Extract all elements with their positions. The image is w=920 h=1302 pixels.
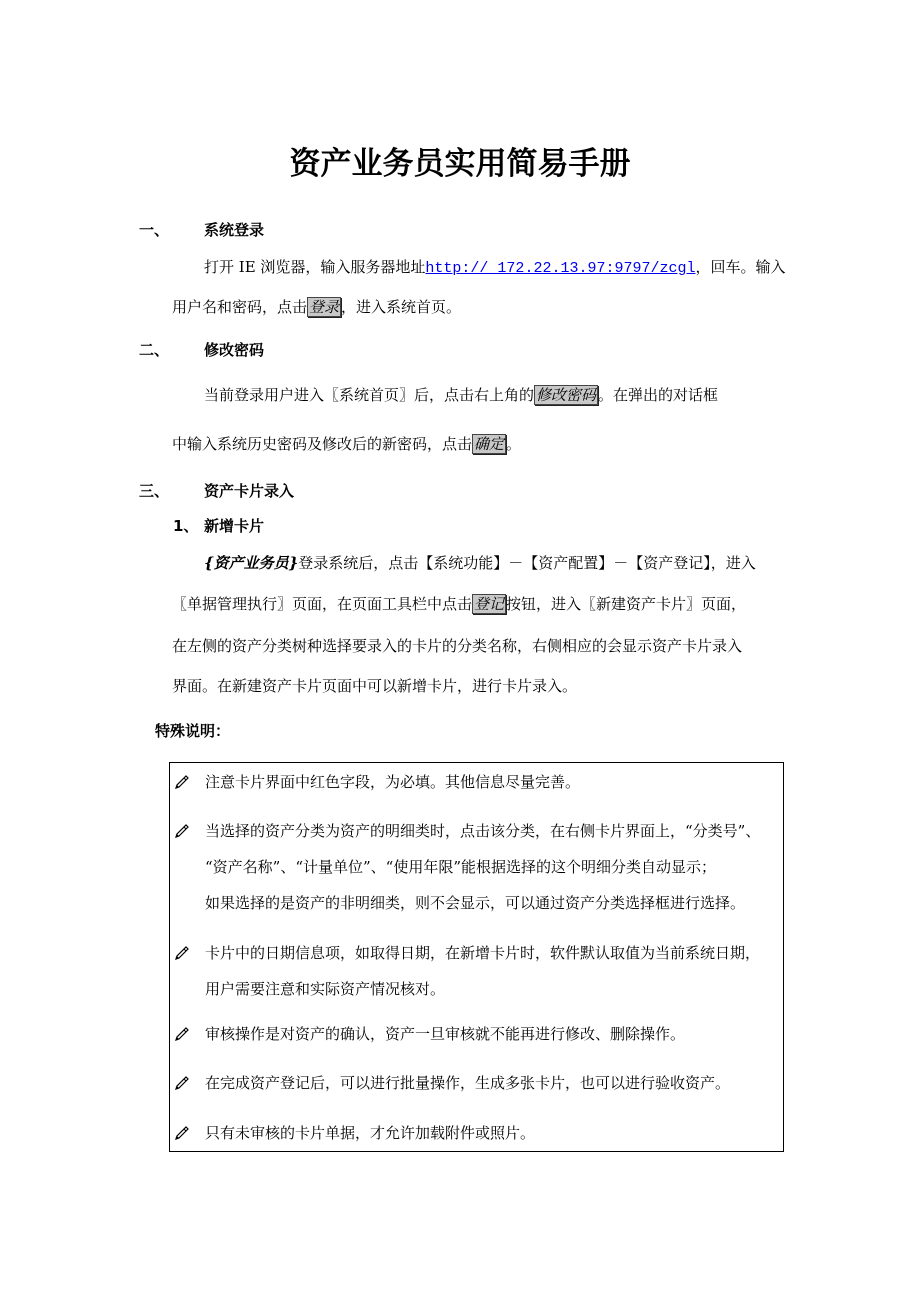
- text: 用户名和密码，点击: [172, 298, 308, 316]
- pencil-icon: [174, 823, 190, 839]
- pencil-icon: [174, 945, 190, 961]
- note-text: 审核操作是对资产的确认，资产一旦审核就不能再进行修改、删除操作。: [205, 1025, 686, 1043]
- note-text: “资产名称”、“计量单位”、“使用年限”能根据选择的这个明细分类自动显示；: [205, 858, 717, 876]
- text: 打开 IE 浏览器，输入服务器地址: [204, 258, 426, 276]
- text: 按钮，进入〖新建资产卡片〗页面，: [506, 595, 747, 613]
- paragraph-line: [204, 385, 718, 405]
- notes-box: [169, 762, 784, 1152]
- text: ，回车。输入: [695, 258, 786, 276]
- section-heading: 资产卡片录入: [204, 482, 295, 500]
- note-text: 在完成资产登记后，可以进行批量操作，生成多张卡片，也可以进行验收资产。: [205, 1074, 731, 1092]
- note-text: 只有未审核的卡片单据，才允许加载附件或照片。: [205, 1124, 536, 1142]
- pencil-icon: [174, 1125, 190, 1141]
- server-url-link[interactable]: http:// 172.22.13.97:9797/zcgl: [425, 260, 696, 277]
- section-heading: 系统登录: [204, 221, 265, 239]
- note-text: 卡片中的日期信息项，如取得日期，在新增卡片时，软件默认取值为当前系统日期，: [205, 944, 761, 962]
- subsection-heading: 新增卡片: [204, 517, 265, 535]
- note-text: 如果选择的是资产的非明细类，则不会显示，可以通过资产分类选择框进行选择。: [205, 894, 746, 912]
- login-button-image: 登录: [309, 298, 340, 316]
- text: 当前登录用户进入〖系统首页〗后，点击右上角的: [204, 386, 535, 404]
- paragraph-line: [204, 257, 785, 279]
- paragraph-line: [204, 553, 756, 573]
- paragraph-line: [172, 297, 461, 317]
- section-number: 二、: [139, 341, 170, 359]
- note-text: 注意卡片界面中红色字段，为必填。其他信息尽量完善。: [205, 773, 581, 791]
- page-title: 资产业务员实用简易手册: [289, 146, 631, 182]
- register-button-image: 登记: [474, 595, 505, 613]
- text: ，进入系统首页。: [341, 298, 462, 316]
- pencil-icon: [174, 1075, 190, 1091]
- text: 。: [506, 435, 522, 453]
- notes-title: 特殊说明：: [155, 722, 231, 740]
- pencil-icon: [174, 774, 190, 790]
- note-text: 用户需要注意和实际资产情况核对。: [205, 980, 446, 998]
- paragraph-line: 界面。在新建资产卡片页面中可以新增卡片，进行卡片录入。: [172, 677, 578, 695]
- confirm-button-image: 确定: [474, 435, 505, 453]
- text: 登录系统后，点击【系统功能】－【资产配置】－【资产登记】，进入: [298, 554, 756, 572]
- section-heading: 修改密码: [204, 341, 265, 359]
- paragraph-line: [172, 594, 746, 614]
- section-number: 一、: [139, 221, 170, 239]
- role-name: {资产业务员}: [204, 554, 299, 572]
- paragraph-line: [172, 434, 521, 454]
- subsection-number: 1、: [173, 517, 199, 535]
- note-text: 当选择的资产分类为资产的明细类时，点击该分类，在右侧卡片界面上，“分类号”、: [205, 822, 761, 840]
- paragraph-line: 在左侧的资产分类树种选择要录入的卡片的分类名称，右侧相应的会显示资产卡片录入: [172, 637, 743, 655]
- section-number: 三、: [139, 482, 170, 500]
- text: 。在弹出的对话框: [598, 386, 719, 404]
- text: 〖单据管理执行〗页面，在页面工具栏中点击: [172, 595, 473, 613]
- text: 中输入系统历史密码及修改后的新密码，点击: [172, 435, 473, 453]
- change-password-button-image: 修改密码: [536, 386, 597, 404]
- pencil-icon: [174, 1026, 190, 1042]
